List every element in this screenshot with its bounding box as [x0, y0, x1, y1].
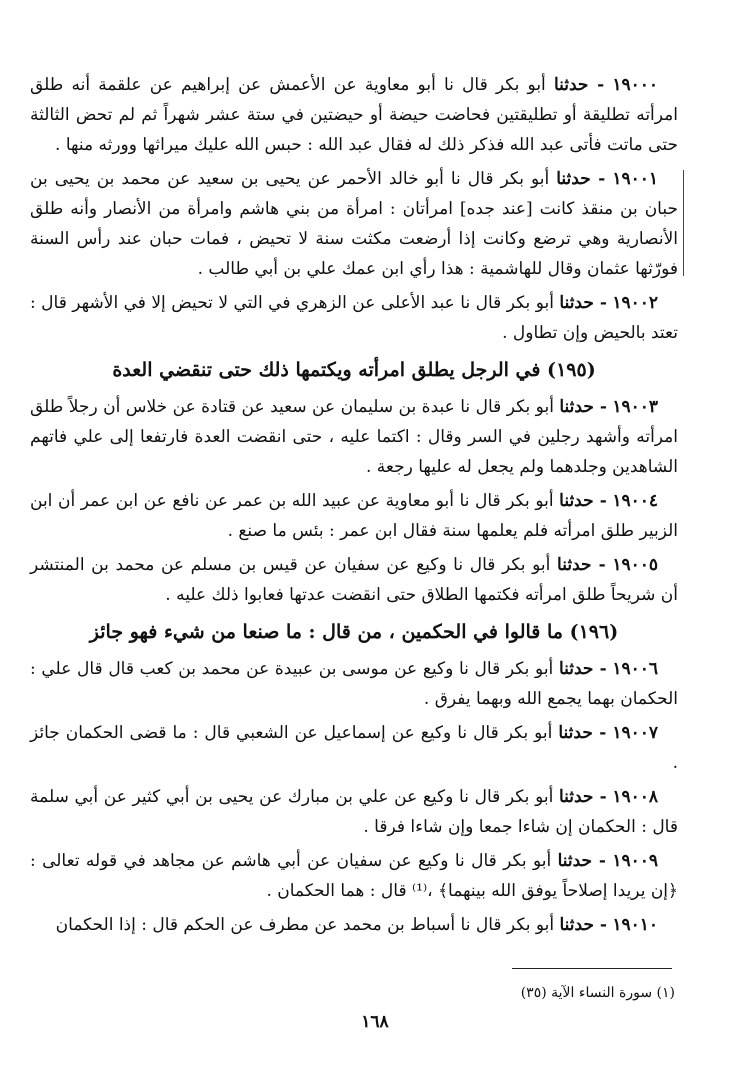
- hadith-19006: [30, 654, 678, 714]
- chapter-heading-196: (١٩٦) ما قالوا في الحكمين ، من قال : ما صنعا من شيء فهو جائز: [89, 621, 619, 643]
- hadith-lead: - حدثنا: [557, 851, 606, 871]
- hadith-text: أبو بكر قال نا أبو خالد الأحمر عن يحيى بن سعيد عن محمد بن يحيى بن حبان بن منقذ كانت [عند جده] امرأتان : امرأة من بني هاشم وامرأة من الأنصار وأنه طلق الأنصارية وهي ترضع وكانت إذا أرضعت مكثت سنة لا تحيض ، فمات حبان عند رأس السنة فورّثها عثمان وقال للهاشمية : هذا رأي ابن عمك علي بن أبي طالب .: [30, 169, 678, 279]
- hadith-lead: - حدثنا: [558, 659, 607, 679]
- hadith-number: ١٩٠٠٨: [612, 787, 658, 807]
- page-number: ١٦٨: [361, 1012, 389, 1032]
- hadith-lead: - حدثنا: [559, 397, 607, 417]
- footnote-divider: [512, 968, 672, 969]
- hadith-number: ١٩٠٠١: [612, 169, 658, 189]
- hadith-lead: - حدثنا: [556, 169, 606, 189]
- hadith-19005: [30, 550, 678, 610]
- hadith-number: ١٩٠٠٣: [612, 397, 659, 417]
- hadith-19004: [30, 486, 678, 546]
- hadith-19009: [30, 846, 678, 906]
- hadith-lead: - حدثنا: [557, 555, 606, 575]
- hadith-19002: [30, 288, 678, 348]
- hadith-lead: - حدثنا: [558, 723, 607, 743]
- hadith-lead: - حدثنا: [559, 293, 607, 313]
- hadith-text: أبو بكر قال نا عبد الأعلى عن الزهري في التي لا تحيض إلا في الأشهر قال : تعتد بالحيض وإن تطاول .: [30, 293, 678, 343]
- hadith-text: أبو بكر قال نا وكيع عن علي بن مبارك عن يحيى بن أبي كثير عن أبي سلمة قال : الحكمان إن شاءا جمعا وإن شاءا فرقا .: [30, 787, 678, 837]
- hadith-number: ١٩٠٠٧: [612, 723, 658, 743]
- hadith-19007: [30, 718, 678, 778]
- hadith-19010: [30, 910, 678, 940]
- hadith-lead: - حدثنا: [559, 915, 607, 935]
- hadith-number: ١٩٠١٠: [612, 915, 658, 935]
- hadith-number: ١٩٠٠٠: [612, 75, 658, 95]
- hadith-19001: [30, 164, 678, 284]
- hadith-number: ١٩٠٠٤: [612, 491, 658, 511]
- page-body: [30, 70, 678, 944]
- hadith-text: أبو بكر قال نا وكيع عن إسماعيل عن الشعبي قال : ما قضى الحكمان جائز .: [30, 723, 678, 773]
- hadith-text: أبو بكر قال نا وكيع عن سفيان عن أبي هاشم عن مجاهد في قوله تعالى : ﴿إن يريدا إصلاحاً يوفق الله بينهما﴾ ،⁽¹⁾ قال : هما الحكمان .: [30, 851, 678, 901]
- chapter-heading-195: (١٩٥) في الرجل يطلق امرأته ويكتمها ذلك حتى تنقضي العدة: [112, 359, 596, 381]
- hadith-lead: - حدثنا: [559, 491, 607, 511]
- hadith-text: أبو بكر قال نا أسباط بن محمد عن مطرف عن الحكم قال : إذا الحكمان: [55, 915, 560, 935]
- hadith-text: أبو بكر قال نا وكيع عن سفيان عن قيس بن مسلم عن محمد بن المنتشر أن شريحاً طلق امرأته فكتمها الطلاق حتى انقضت عدتها فعابوا ذلك عليه .: [30, 555, 678, 605]
- hadith-number: ١٩٠٠٢: [612, 293, 658, 313]
- hadith-text: أبو بكر قال نا أبو معاوية عن الأعمش عن إبراهيم عن علقمة أنه طلق امرأته تطليقة أو تطليقتين فحاضت حيضة أو حيضتين في ستة عشر شهراً ثم لم تحض الثالثة حتى ماتت فأتى عبد الله فذكر ذلك له فقال عبد الله : حبس الله عليك ميراثها وورثه منها .: [30, 75, 678, 155]
- hadith-text: أبو بكر قال نا وكيع عن موسى بن عبيدة عن محمد بن كعب قال قال علي : الحكمان بهما يجمع الله وبهما يفرق .: [30, 659, 678, 709]
- hadith-19008: [30, 782, 678, 842]
- hadith-text: أبو بكر قال نا عبدة بن سليمان عن سعيد عن قتادة عن خلاس أن رجلاً طلق امرأته وأشهد رجلين في السر وقال : اكتما عليه ، حتى انقضت العدة فارتفعا إلى علي فاتهم الشاهدين وجلدهما ولم يجعل له عليها رجعة .: [30, 397, 678, 477]
- footnote: (١) سورة النساء الآية (٣٥): [520, 985, 675, 1001]
- hadith-text: أبو بكر قال نا أبو معاوية عن عبيد الله بن عمر عن نافع عن ابن عمر أن ابن الزبير طلق امرأته فلم يعلمها سنة فقال ابن عمر : بئس ما صنع .: [30, 491, 678, 541]
- hadith-19003: [30, 392, 678, 482]
- hadith-number: ١٩٠٠٥: [612, 555, 659, 575]
- hadith-lead: - حدثنا: [558, 787, 607, 807]
- hadith-lead: - حدثنا: [553, 75, 605, 95]
- hadith-number: ١٩٠٠٦: [612, 659, 658, 679]
- hadith-19000: [30, 70, 678, 160]
- hadith-number: ١٩٠٠٩: [612, 851, 658, 871]
